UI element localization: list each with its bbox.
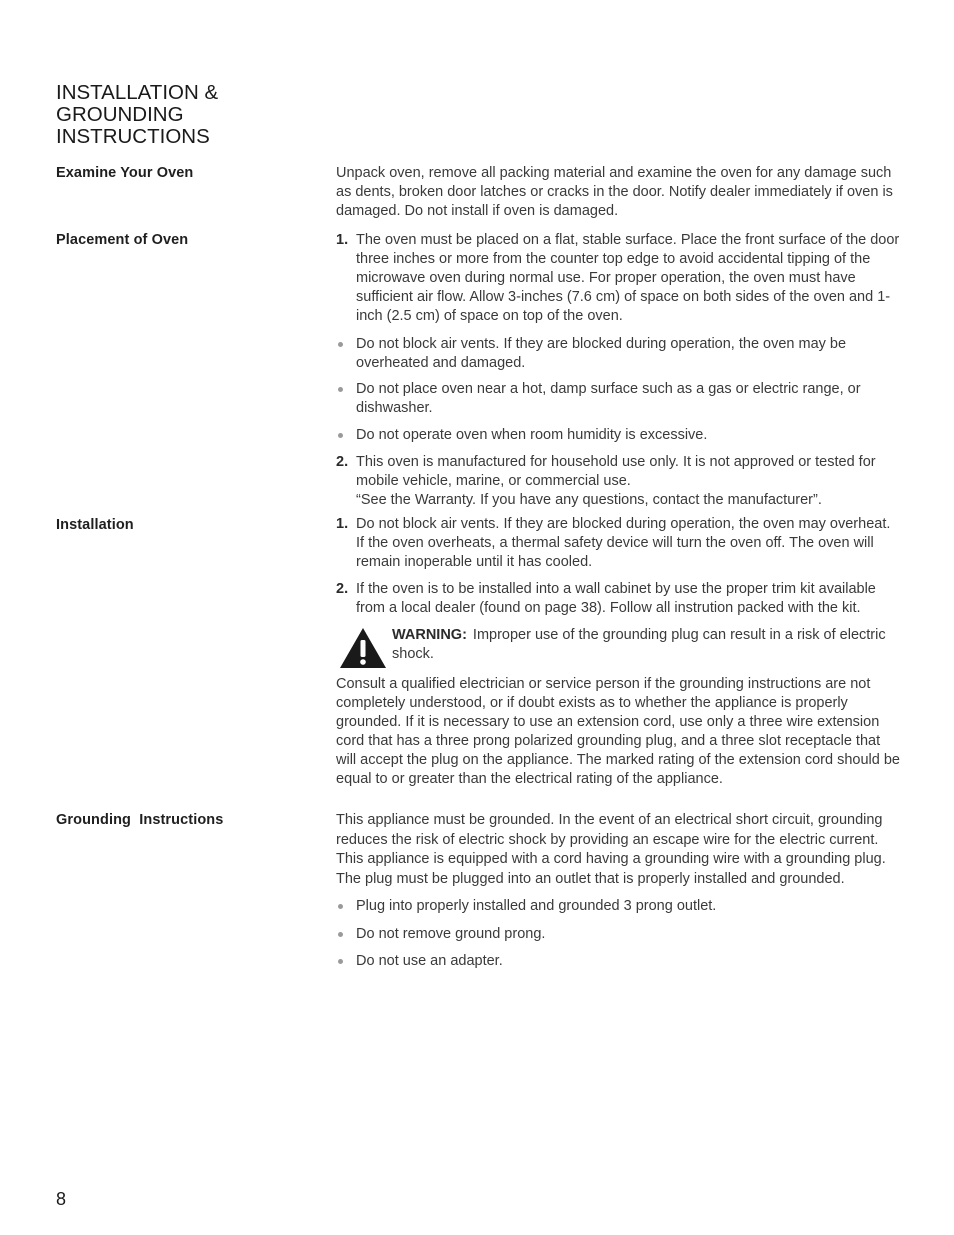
grounding-bullet-3 xyxy=(336,952,902,971)
item-text: Do not block air vents. If they are blocked during operation, the oven may overheat. If the oven overheats, a thermal safety device will turn the oven off. The oven will remain inoperable until it has cooled. xyxy=(356,516,891,570)
page-number: 8 xyxy=(56,1189,67,1209)
warning-text: Improper use of the grounding plug can result in a risk of electric shock. xyxy=(392,627,886,662)
section-label-examine: Examine Your Oven xyxy=(56,165,194,181)
bullet-text: Do not use an adapter. xyxy=(356,953,503,970)
item-number: 1. xyxy=(336,516,349,532)
bullet-text: Do not remove ground prong. xyxy=(356,926,546,943)
page-title: INSTALLATION & GROUNDING INSTRUCTIONS xyxy=(56,81,219,148)
grounding-bullet-2 xyxy=(336,925,902,944)
item-number: 1. xyxy=(336,232,349,248)
bullet-text: Do not block air vents. If they are blocked during operation, the oven may be overheated and damaged. xyxy=(356,336,847,371)
item-text: This oven is manufactured for household use only. It is not approved or tested for mobile vehicle, marine, or commercial use. xyxy=(356,454,876,489)
section-label-placement: Placement of Oven xyxy=(56,232,189,248)
warning-label: WARNING: xyxy=(392,627,467,643)
examine-text: Unpack oven, remove all packing material and examine the oven for any damage such as dents, broken door latches or cracks in the door. Notify dealer immediately if oven is damaged. Do not install if oven is damaged. xyxy=(336,165,893,219)
placement-bullet-2 xyxy=(336,380,902,418)
bullet-icon xyxy=(338,932,343,937)
section-body-installation xyxy=(336,515,902,789)
warning-block xyxy=(336,626,902,670)
section-body-placement xyxy=(336,231,902,510)
grounding-text: This appliance must be grounded. In the event of an electrical short circuit, grounding reduces the risk of electric shock by providing an escape wire for the electric current. This appliance is equipped with a cord having a grounding wire with a grounding plug. The plug must be plugged into an outlet that is properly installed and grounded. xyxy=(336,812,886,887)
item-text: If the oven is to be installed into a wall cabinet by use the proper trim kit available from a local dealer (found on page 38). Follow all instrution packed with the kit. xyxy=(356,581,876,616)
section-label-installation: Installation xyxy=(56,517,134,533)
section-body-grounding xyxy=(336,811,902,971)
bullet-text: Do not operate oven when room humidity is excessive. xyxy=(356,427,708,443)
bullet-icon xyxy=(338,433,343,438)
bullet-icon xyxy=(338,387,343,392)
consult-text: Consult a qualified electrician or service person if the grounding instructions are not completely understood, or if doubt exists as to whether the appliance is properly grounded. If it is necessary to use an extension cord, use only a three wire extension cord that has a three prong polarized grounding plug, and a three slot receptacle that will accept the plug on the appliance. The marked rating of the extension cord should be equal to or greater than the electrical rating of the appliance. xyxy=(336,676,900,787)
placement-item-1 xyxy=(336,231,902,326)
item-number: 2. xyxy=(336,581,349,597)
item-text-quote: “See the Warranty. If you have any questions, contact the manufacturer”. xyxy=(356,492,822,508)
bullet-icon xyxy=(338,904,343,909)
section-body-examine xyxy=(336,164,902,221)
bullet-icon xyxy=(338,959,343,964)
installation-item-1 xyxy=(336,515,902,572)
item-text: The oven must be placed on a flat, stable surface. Place the front surface of the door three inches or more from the counter top edge to avoid accidental tipping of the microwave oven during normal use. For proper operation, the oven must have sufficient air flow. Allow 3-inches (7.6 cm) of space on both sides of the oven and 1-inch (2.5 cm) of space on top of the oven. xyxy=(356,232,900,324)
bullet-text: Do not place oven near a hot, damp surface such as a gas or electric range, or dishwasher. xyxy=(356,381,861,416)
placement-item-2 xyxy=(336,453,902,510)
placement-bullet-3 xyxy=(336,426,902,445)
warning-triangle-icon xyxy=(338,626,388,670)
grounding-bullet-1 xyxy=(336,897,902,916)
installation-item-2 xyxy=(336,580,902,618)
section-label-grounding: Grounding Instructions xyxy=(56,812,224,828)
placement-bullet-1 xyxy=(336,335,902,373)
item-number: 2. xyxy=(336,454,349,470)
bullet-icon xyxy=(338,342,343,347)
bullet-text: Plug into properly installed and grounded 3 prong outlet. xyxy=(356,898,717,915)
